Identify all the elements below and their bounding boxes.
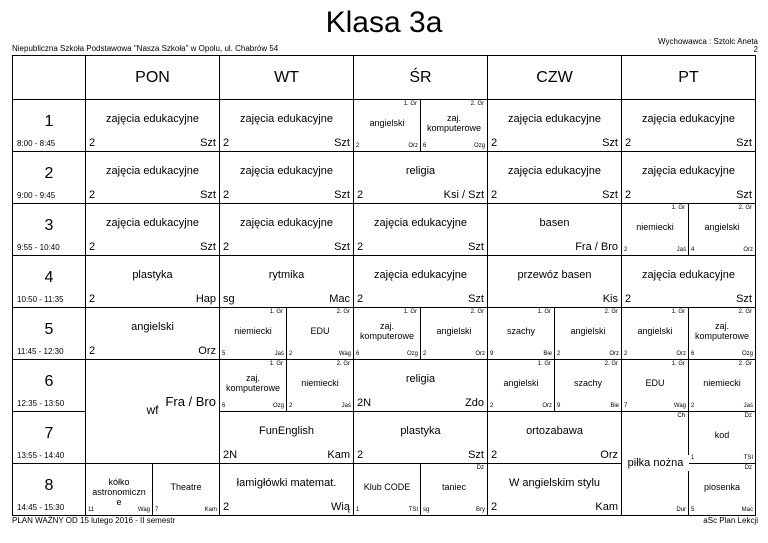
lesson-room: 6 (356, 351, 360, 357)
lesson-room: 2 (289, 403, 293, 409)
lesson-cell-half (689, 412, 756, 464)
lesson-subject: religia (405, 373, 436, 385)
group-label: 2. Gr (738, 309, 752, 315)
lesson-teacher: Szt (602, 137, 618, 149)
lesson-subject: zajęcia edukacyjne (106, 217, 199, 229)
lesson-room: 2 (356, 143, 360, 149)
lesson-teacher: Orz (408, 143, 418, 149)
lesson-cell-half (689, 204, 756, 256)
lesson-teacher: Jaś (676, 247, 686, 253)
lesson-room: 5 (222, 351, 226, 357)
page-number: 2 (753, 45, 758, 54)
school-name: Niepubliczna Szkoła Podstawowa "Nasza Szkoła" w Opolu, ul. Chabrów 54 (12, 44, 279, 53)
lesson-subject: taniec (441, 482, 467, 492)
lesson-teacher: Kam (204, 507, 217, 513)
corner-cell (12, 55, 86, 100)
lesson-cell (622, 256, 756, 308)
lesson-teacher: Wag (673, 403, 686, 409)
lesson-subject: FunEnglish (258, 425, 315, 437)
group-label: 1. Gr (403, 309, 417, 315)
period-cell (12, 308, 86, 360)
lesson-cell-half (488, 360, 555, 412)
lesson-teacher: Orz (542, 403, 552, 409)
lesson-teacher: Jaś (341, 403, 351, 409)
lesson-teacher: Szt (468, 449, 484, 461)
day-header: PON (86, 55, 220, 100)
lesson-teacher: Szt (736, 293, 752, 305)
group-label: 2. Gr (604, 309, 618, 315)
lesson-cell-half (622, 308, 689, 360)
period-cell (12, 464, 86, 516)
lesson-cell-half (555, 360, 622, 412)
lesson-subject: zajęcia edukacyjne (240, 217, 333, 229)
lesson-cell-half (421, 100, 488, 152)
lesson-teacher: Ozg (406, 351, 418, 357)
lesson-teacher: Zdo (465, 397, 484, 409)
lesson-subject: szachy (506, 326, 535, 336)
lesson-subject: religia (405, 165, 436, 177)
lesson-cell (86, 256, 220, 308)
lesson-subject: kod (714, 430, 730, 440)
day-header: CZW (488, 55, 622, 100)
lesson-room: 5 (691, 507, 695, 513)
lesson-room: 2 (89, 189, 96, 201)
lesson-subject: wf (146, 403, 159, 417)
lesson-cell-half (287, 360, 354, 412)
lesson-subject: niemiecki (234, 326, 272, 336)
lesson-subject: ortozabawa (526, 425, 583, 437)
group-label: Dz (476, 465, 484, 471)
lesson-cell (354, 360, 488, 412)
lesson-cell (220, 256, 354, 308)
lesson-teacher: Mac (741, 507, 753, 513)
lesson-room: 2 (223, 137, 230, 149)
lesson-subject: zajęcia edukacyjne (642, 113, 735, 125)
lesson-cell (220, 464, 354, 516)
lesson-cell (86, 152, 220, 204)
period-cell (12, 256, 86, 308)
period-number: 1 (44, 113, 54, 130)
lesson-subject: Klub CODE (363, 482, 411, 492)
lesson-subject: niemiecki (703, 378, 741, 388)
class-teacher: Wychowawca : Sztolc Aneta (658, 37, 758, 46)
lesson-room: 1 (691, 455, 695, 461)
lesson-room: 6 (423, 143, 427, 149)
lesson-subject: zajęcia edukacyjne (642, 165, 735, 177)
lesson-teacher: Szt (200, 189, 216, 201)
period-number: 7 (44, 425, 54, 442)
day-header: ŚR (354, 55, 488, 100)
lesson-room: 2 (491, 189, 498, 201)
lesson-teacher: Mac (329, 293, 350, 305)
lesson-cell-half (354, 308, 421, 360)
lesson-subject: przewóz basen (517, 269, 592, 281)
lesson-subject: zajęcia edukacyjne (240, 165, 333, 177)
lesson-teacher: Wią (331, 501, 350, 513)
lesson-room: 2 (357, 449, 364, 461)
lesson-room: 1 (356, 507, 360, 513)
lesson-cell-half (220, 360, 287, 412)
period-number: 2 (44, 165, 54, 182)
lesson-room: 2 (223, 241, 230, 253)
group-label: 1. Gr (671, 309, 685, 315)
lesson-teacher: Ozg (272, 403, 284, 409)
group-label: 2. Gr (738, 361, 752, 367)
lesson-subject: W angielskim stylu (508, 477, 601, 489)
lesson-teacher: Szt (334, 137, 350, 149)
lesson-room: 6 (222, 403, 226, 409)
lesson-cell (488, 152, 622, 204)
lesson-cell-half (86, 464, 153, 516)
lesson-subject: zajęcia edukacyjne (240, 113, 333, 125)
lesson-subject: EDU (310, 326, 330, 336)
lesson-cell (354, 256, 488, 308)
lesson-teacher: Orz (475, 351, 485, 357)
lesson-subject: niemiecki (301, 378, 339, 388)
group-label: 1. Gr (403, 101, 417, 107)
lesson-teacher: Orz (600, 449, 618, 461)
period-number: 3 (44, 217, 54, 234)
lesson-teacher: Szt (200, 137, 216, 149)
lesson-cell (488, 464, 622, 516)
lesson-cell-half (689, 360, 756, 412)
lesson-room: 2 (223, 501, 230, 513)
lesson-cell-half (287, 308, 354, 360)
group-label: 1. Gr (671, 205, 685, 211)
group-label: 1. Gr (269, 361, 283, 367)
lesson-room: 2 (625, 189, 632, 201)
lesson-room: 2 (423, 351, 427, 357)
lesson-cell (86, 360, 220, 464)
lesson-cell-half (354, 100, 421, 152)
lesson-subject: angielski (637, 326, 673, 336)
period-cell (12, 412, 86, 464)
lesson-subject: Theatre (170, 482, 202, 492)
lesson-cell (220, 152, 354, 204)
lesson-cell (488, 204, 622, 256)
lesson-teacher: TSI (743, 455, 753, 461)
lesson-cell (86, 204, 220, 256)
group-label: 1. Gr (269, 309, 283, 315)
lesson-subject: zaj. komputerowe (426, 113, 482, 133)
lesson-cell (86, 100, 220, 152)
lesson-teacher: TSI (408, 507, 418, 513)
lesson-cell (354, 412, 488, 464)
lesson-room: 2 (357, 189, 364, 201)
lesson-room: 2 (491, 137, 498, 149)
period-number: 5 (44, 321, 54, 338)
lesson-teacher: Bie (610, 403, 619, 409)
lesson-teacher: Bie (543, 351, 552, 357)
group-label: 2. Gr (470, 101, 484, 107)
lesson-subject: plastyka (132, 269, 173, 281)
lesson-room: 2 (89, 241, 96, 253)
group-label: Ch (677, 413, 685, 419)
lesson-cell-half (421, 464, 488, 516)
lesson-subject: rytmika (268, 269, 305, 281)
lesson-subject: piosenka (703, 482, 741, 492)
lesson-room: 7 (155, 507, 159, 513)
lesson-teacher: Ozg (741, 351, 753, 357)
lesson-cell (488, 412, 622, 464)
group-label: 2. Gr (470, 309, 484, 315)
group-label: 1. Gr (671, 361, 685, 367)
group-label: 2. Gr (336, 361, 350, 367)
lesson-subject: angielski (369, 118, 405, 128)
timetable-grid (12, 55, 756, 516)
lesson-teacher: Szt (602, 189, 618, 201)
lesson-subject: zajęcia edukacyjne (508, 165, 601, 177)
lesson-teacher: Jaś (274, 351, 284, 357)
lesson-teacher: Orz (676, 351, 686, 357)
lesson-cell-half (488, 308, 555, 360)
lesson-room: 9 (557, 403, 561, 409)
lesson-room: 6 (691, 351, 695, 357)
lesson-cell (488, 256, 622, 308)
lesson-room: 2 (691, 403, 695, 409)
lesson-teacher: Hap (195, 293, 216, 305)
lesson-cell (622, 100, 756, 152)
lesson-teacher: Szt (334, 241, 350, 253)
lesson-teacher: Orz (198, 345, 216, 357)
group-label: Dz (744, 413, 752, 419)
lesson-subject: angielski (704, 222, 740, 232)
lesson-teacher: Orz (743, 247, 753, 253)
lesson-cell (354, 152, 488, 204)
lesson-subject: zajęcia edukacyjne (106, 113, 199, 125)
lesson-subject: angielski (570, 326, 606, 336)
lesson-subject: angielski (503, 378, 539, 388)
lesson-teacher: Szt (200, 241, 216, 253)
lesson-cell-half (421, 308, 488, 360)
lesson-room: sg (423, 507, 430, 513)
day-header: PT (622, 55, 756, 100)
lesson-cell-half (153, 464, 220, 516)
lesson-subject: łamigłówki matemat. (236, 477, 337, 489)
period-cell (12, 204, 86, 256)
lesson-subject: piłka nożna (622, 455, 689, 471)
group-label: 2. Gr (336, 309, 350, 315)
lesson-cell-half (622, 204, 689, 256)
lesson-teacher: Ksi / Szt (443, 189, 484, 201)
lesson-subject: zaj. komputerowe (359, 321, 415, 341)
period-time: 14:45 - 15:30 (17, 503, 65, 512)
lesson-room: 11 (88, 507, 95, 513)
lesson-subject: niemiecki (636, 222, 674, 232)
page-title: Klasa 3a (325, 6, 443, 39)
lesson-teacher: Fra / Bro (575, 241, 618, 253)
lesson-cell (86, 308, 220, 360)
lesson-room: 2 (223, 189, 230, 201)
lesson-cell (220, 100, 354, 152)
lesson-cell-half (555, 308, 622, 360)
period-time: 9:00 - 9:45 (17, 191, 56, 200)
lesson-teacher: Wag (137, 507, 150, 513)
lesson-teacher: Szt (736, 189, 752, 201)
lesson-cell (354, 204, 488, 256)
lesson-subject: zaj. komputerowe (225, 373, 281, 393)
lesson-subject: angielski (131, 321, 174, 333)
lesson-teacher: Orz (609, 351, 619, 357)
lesson-subject: EDU (645, 378, 665, 388)
lesson-teacher: Kis (602, 293, 618, 305)
lesson-room: 2 (289, 351, 293, 357)
lesson-cell (622, 152, 756, 204)
lesson-cell-half (220, 308, 287, 360)
lesson-teacher: Bry (476, 507, 485, 513)
lesson-subject: plastyka (400, 425, 441, 437)
lesson-cell (220, 204, 354, 256)
lesson-room: 2N (357, 397, 372, 409)
period-number: 8 (44, 477, 54, 494)
group-label: 1. Gr (537, 361, 551, 367)
lesson-teacher: Dur (676, 507, 686, 513)
lesson-subject: zajęcia edukacyjne (374, 269, 467, 281)
lesson-teacher: Kam (595, 501, 618, 513)
lesson-room: 2 (625, 137, 632, 149)
lesson-teacher: Szt (736, 137, 752, 149)
lesson-room: 9 (490, 351, 494, 357)
lesson-room: 2 (357, 293, 364, 305)
lesson-cell-half (689, 464, 756, 516)
lesson-teacher: Ozg (473, 143, 485, 149)
lesson-subject: basen (539, 217, 570, 229)
lesson-teacher: Szt (468, 293, 484, 305)
period-time: 11:45 - 12:30 (17, 347, 64, 356)
period-time: 13:55 - 14:40 (17, 451, 65, 460)
lesson-room: 2 (491, 501, 498, 513)
lesson-cell-half (354, 464, 421, 516)
lesson-teacher: Fra / Bro (165, 394, 216, 409)
lesson-teacher: Szt (468, 241, 484, 253)
period-number: 4 (44, 269, 54, 286)
lesson-subject: zajęcia edukacyjne (374, 217, 467, 229)
lesson-room: sg (223, 293, 235, 305)
lesson-room: 7 (624, 403, 628, 409)
lesson-cell (220, 412, 354, 464)
group-label: 2. Gr (738, 205, 752, 211)
period-time: 8:00 - 8:45 (17, 139, 56, 148)
group-label: Dz (744, 465, 752, 471)
lesson-room: 2 (89, 345, 96, 357)
period-cell (12, 360, 86, 412)
generator-credit: aSc Plan Lekcji (703, 516, 758, 525)
lesson-subject: zajęcia edukacyjne (106, 165, 199, 177)
lesson-cell-half (622, 464, 689, 516)
lesson-room: 2 (624, 351, 628, 357)
period-time: 12:35 - 13:50 (17, 399, 65, 408)
lesson-subject: zajęcia edukacyjne (642, 269, 735, 281)
lesson-teacher: Jaś (743, 403, 753, 409)
lesson-cell-half (689, 308, 756, 360)
lesson-room: 2 (624, 247, 628, 253)
lesson-subject: zaj. komputerowe (694, 321, 750, 341)
period-number: 6 (44, 373, 54, 390)
lesson-room: 2 (625, 293, 632, 305)
lesson-subject: angielski (436, 326, 472, 336)
group-label: 1. Gr (537, 309, 551, 315)
lesson-subject: szachy (573, 378, 602, 388)
lesson-subject: kółko astronomiczn e (92, 477, 146, 507)
period-time: 9:55 - 10:40 (17, 243, 60, 252)
period-time: 10:50 - 11:35 (17, 295, 64, 304)
lesson-teacher: Wag (338, 351, 351, 357)
lesson-room: 2 (357, 241, 364, 253)
validity-note: PLAN WAŻNY OD 15 lutego 2016 - II semestr (12, 516, 176, 525)
day-header: WT (220, 55, 354, 100)
lesson-teacher: Szt (334, 189, 350, 201)
lesson-room: 2 (491, 449, 498, 461)
group-label: 2. Gr (604, 361, 618, 367)
lesson-room: 2 (89, 293, 96, 305)
period-cell (12, 100, 86, 152)
lesson-room: 2 (557, 351, 561, 357)
period-cell (12, 152, 86, 204)
lesson-room: 4 (691, 247, 695, 253)
lesson-subject: zajęcia edukacyjne (508, 113, 601, 125)
lesson-teacher: Kam (327, 449, 350, 461)
lesson-room: 2 (490, 403, 494, 409)
lesson-cell (488, 100, 622, 152)
lesson-cell-half (622, 360, 689, 412)
lesson-room: 2N (223, 449, 238, 461)
lesson-room: 2 (89, 137, 96, 149)
